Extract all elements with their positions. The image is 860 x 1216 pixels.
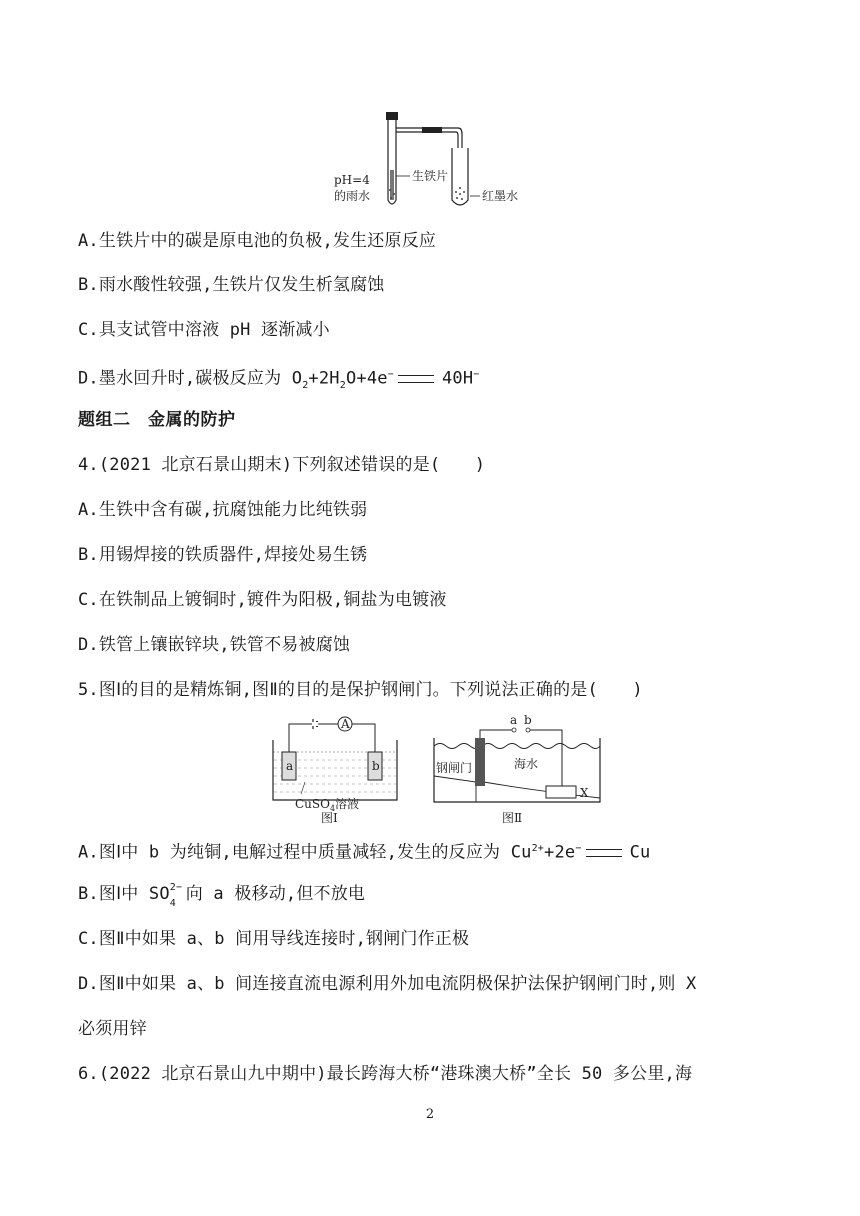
right-test-tube xyxy=(452,148,468,205)
section-heading: 题组二 金属的防护 xyxy=(78,410,236,430)
apparatus-figure-1 xyxy=(330,108,540,213)
label-cuso4: CuSO$_4$溶液 xyxy=(295,797,360,813)
label-sea-water: 海水 xyxy=(514,757,539,771)
svg-text:A: A xyxy=(341,717,350,731)
svg-text:b: b xyxy=(372,759,380,773)
page-number: 2 xyxy=(425,1107,435,1122)
caption-fig1: 图Ⅰ xyxy=(321,811,338,824)
q5-option-a: A.图Ⅰ中 b 为纯铜,电解过程中质量减轻,发生的反应为 $Cu^{2+}+2e^-$ Cu xyxy=(78,842,651,863)
steel-gate xyxy=(475,738,485,786)
label-iron: 生铁片 xyxy=(412,169,449,183)
q3-d-text: D.墨水回升时,碳极反应为 O xyxy=(78,368,303,389)
label-ph: pH=4 xyxy=(334,173,370,187)
svg-text:a: a xyxy=(510,713,518,727)
q5-option-d: D.图Ⅱ中如果 a、b 间连接直流电源利用外加电流阴极保护法保护钢闸门时,则 X xyxy=(78,974,697,994)
q4-option-d: D.铁管上镶嵌锌块,铁管不易被腐蚀 xyxy=(78,635,351,655)
equals-sign xyxy=(398,375,434,383)
stopper xyxy=(386,112,398,120)
q6-stem: 6.(2022 北京石景山九中期中)最长跨海大桥“港珠澳大桥”全长 50 多公里,海 xyxy=(78,1064,693,1084)
svg-text:X: X xyxy=(580,786,589,800)
q4-option-c: C.在铁制品上镀铜时,镀件为阳极,铜盐为电镀液 xyxy=(78,590,447,610)
q4-option-b: B.用锡焊接的铁质器件,焊接处易生锈 xyxy=(78,545,368,565)
label-steel-gate: 钢闸门 xyxy=(436,761,473,775)
q4-option-a: A.生铁中含有碳,抗腐蚀能力比纯铁弱 xyxy=(78,500,368,520)
caption-fig2: 图Ⅱ xyxy=(502,811,523,824)
q3-option-c: C.具支试管中溶液 pH 逐渐减小 xyxy=(78,320,330,340)
label-rain-water: 的雨水 xyxy=(334,189,371,203)
q3-option-b: B.雨水酸性较强,生铁片仅发生析氢腐蚀 xyxy=(78,275,385,295)
figure-electrolysis xyxy=(265,712,405,824)
figure-steel-gate xyxy=(430,712,605,824)
svg-text:b: b xyxy=(524,713,532,727)
x-block xyxy=(546,786,576,798)
q5-option-c: C.图Ⅱ中如果 a、b 间用导线连接时,钢闸门作正极 xyxy=(78,929,470,949)
red-ink xyxy=(455,187,465,200)
svg-text:a: a xyxy=(286,759,294,773)
q5-stem: 5.图Ⅰ的目的是精炼铜,图Ⅱ的目的是保护钢闸门。下列说法正确的是( ) xyxy=(78,680,643,700)
q5-option-b: B.图Ⅰ中 SO 2− 4 向 a 极移动,但不放电 xyxy=(78,882,366,909)
q3-option-a: A.生铁片中的碳是原电池的负极,发生还原反应 xyxy=(78,231,437,251)
q4-stem: 4.(2021 北京石景山期末)下列叙述错误的是( ) xyxy=(78,455,486,475)
q3-option-d: D.墨水回升时,碳极反应为 $O_2+2H_2O+4e^-$ 40H− xyxy=(78,368,480,392)
equals-sign xyxy=(586,849,622,857)
q5-option-d-cont: 必须用锌 xyxy=(78,1019,147,1039)
label-red-ink: 红墨水 xyxy=(482,189,519,203)
iron-piece xyxy=(390,170,394,200)
